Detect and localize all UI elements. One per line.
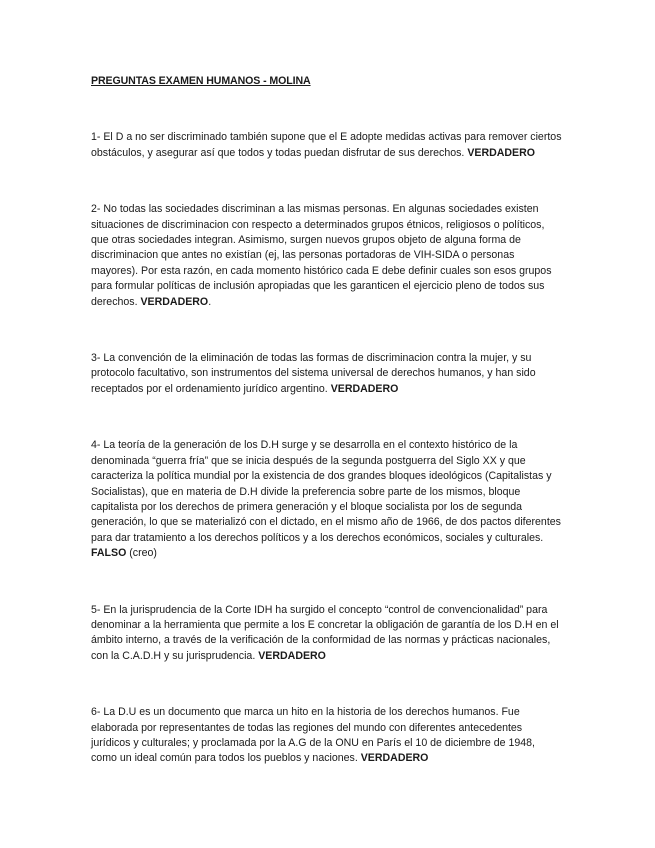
question-6-answer: VERDADERO bbox=[360, 752, 429, 765]
question-4 bbox=[91, 438, 563, 561]
question-3-answer: VERDADERO bbox=[330, 382, 399, 395]
question-2-answer: VERDADERO bbox=[140, 295, 209, 308]
question-5-text: 5- En la jurisprudencia de la Corte IDH ha surgido el concepto “control de convencionalidad” para denominar a la herramienta que permite a los E concretar la obligación de garantía de los D.H en el ámbito interno, a través de la verificación de la conformidad de las normas y prácticas nacionales, con la C.A.D.H y su jurisprudencia. bbox=[91, 603, 559, 662]
question-4-after: (creo) bbox=[126, 547, 157, 560]
document-body bbox=[91, 74, 563, 767]
question-5 bbox=[91, 603, 563, 665]
question-1 bbox=[91, 130, 563, 161]
question-2 bbox=[91, 202, 563, 310]
question-2-after: . bbox=[208, 295, 212, 308]
question-2-text: 2- No todas las sociedades discriminan a las mismas personas. En algunas sociedades existen situaciones de discriminacion con respecto a determinados grupos étnicos, religiosos o políticos, que otras sociedades integran. Asimismo, surgen nuevos grupos objeto de alguna forma de discriminacion que antes no existían (ej, las personas portadoras de VIH-SIDA o personas mayores). Por esta razón, en cada momento histórico cada E debe definir cuales son esos grupos para formular políticas de inclusión apropiadas que les garanticen el ejercicio pleno de todos sus derechos. bbox=[91, 203, 552, 308]
question-6 bbox=[91, 705, 563, 767]
question-4-answer: FALSO bbox=[91, 547, 127, 560]
question-1-answer: VERDADERO bbox=[467, 146, 536, 159]
question-6-text: 6- La D.U es un documento que marca un hito en la historia de los derechos humanos. Fue elaborada por representantes de todas las regiones del mundo con diferentes antecedentes jurídicos y culturales; y proclamada por la A.G de la ONU en París el 10 de diciembre de 1948, como un ideal común para todos los pueblos y naciones. bbox=[91, 706, 535, 765]
question-4-text: 4- La teoría de la generación de los D.H surge y se desarrolla en el contexto histórico de la denominada “guerra fría” que se inicia después de la segunda postguerra del Siglo XX y que caracteriza la política mundial por la existencia de dos grandes bloques ideológicos (Capitalistas y Socialistas), que en materia de D.H divide la preferencia sobre parte de los mismos, bloque capitalista por los derechos de primera generación y el bloque socialista por los de segunda generación, lo que se materializó con el dictado, en el mismo año de 1966, de dos pactos diferentes para dar tratamiento a los derechos políticos y a los derechos económicos, sociales y culturales. bbox=[91, 439, 561, 544]
question-5-answer: VERDADERO bbox=[258, 649, 326, 662]
question-1-text: 1- El D a no ser discriminado también supone que el E adopte medidas activas para remover ciertos obstáculos, y asegurar así que todos y todas puedan disfrutar de sus derechos. bbox=[91, 131, 562, 159]
document-title: PREGUNTAS EXAMEN HUMANOS - MOLINA bbox=[91, 75, 311, 87]
question-3 bbox=[91, 351, 563, 397]
question-3-text: 3- La convención de la eliminación de todas las formas de discriminacion contra la mujer, y su protocolo facultativo, son instrumentos del sistema universal de derechos humanos, y han sido receptados por el ordenamiento jurídico argentino. bbox=[91, 352, 536, 395]
